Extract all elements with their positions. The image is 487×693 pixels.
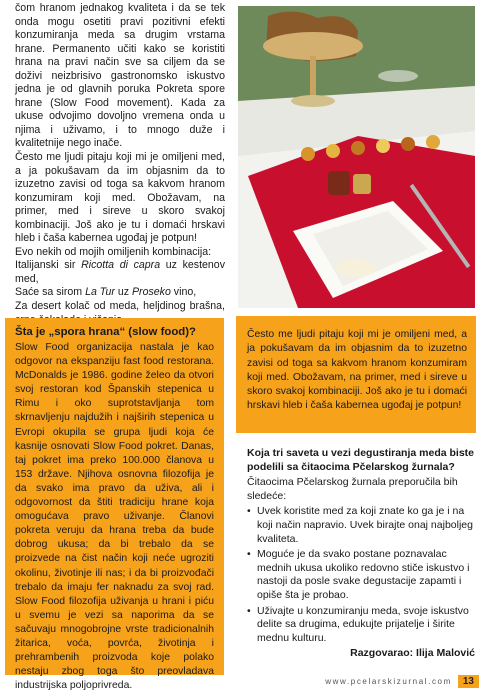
article-left-column: [15, 2, 225, 327]
page-footer: [325, 674, 479, 688]
page-number: 13: [458, 675, 479, 688]
honey-tasting-table-photo: [238, 6, 475, 308]
box-title: Šta je „spora hrana“ (slow food)?: [15, 326, 197, 338]
pull-quote-text: Često me ljudi pitaju koji mi je omiljeni med, a ja pokušavam da im objasnim da to izuzetno zavisi od toga sa kakvom hranom konzumiram koji med. Obožavam, na primer, med i sireve u skoro svakoj kombinaciji. Još ako je tu i domaći hrskavi hleb i čaša kabernea ugođaj je potpun!: [247, 329, 467, 412]
footer-url: www.pcelarskizurnal.com: [325, 676, 452, 686]
tips-list: [247, 505, 475, 645]
paragraph-intro: čom hranom jednakog kvaliteta i da se tek onda mogu osetiti pravi pozitivni efekti konzumiranja meda sa drugim vrstama hrane. Permanento učiti kako se koristiti hrana na pravi način sve sa ciljem da se doživi neizbrisivo gastronomsko iskustvo jedna je od glavnih poruka Pokreta spore hrane (Slow Food movement). Kada za ukuse odvojimo dovoljno vremena onda u njima i uživamo, i to mnogo duže i kvalitetnije nego inače.: [15, 2, 225, 150]
combination-2: Saće sa sirom La Tur uz Proseko vino,: [15, 286, 197, 299]
combination-3: Za desert kolač od meda, heljdinog brašna,: [15, 300, 225, 313]
interview-question: Koja tri saveta u vezi degustiranja meda biste podelili sa čitaocima Pčelarskog žurnala?: [247, 447, 474, 473]
tip-item: • Uvek koristite med za koji znate ko ga je i na koji način napravio. Uvek birajte onaj najbolјeg kvaliteta.: [247, 505, 475, 546]
paragraph-combinations-intro: Evo nekih od mojih omiljenih kombinacija:: [15, 245, 212, 258]
tip-item: • Moguće je da svako postane poznavalac mednih ukusa ukoliko redovno stiče iskustvo i nastoji da posle svake degustacije zapamti i opiše šta je probao.: [247, 548, 475, 602]
pull-quote-box: [236, 316, 476, 433]
interview-intro: Čitaocima Pčelarskog žurnala preporučila bih sledeće:: [247, 476, 458, 502]
box-body: Slow Food organizacija nastala je kao odgovor na ekspanziju fast food restorana. McDonalds je 1986. godine želeo da otvori svoj restoran kod Španskih stepenica u Rimu i oko suprotstavljanja tom skrnavljenju najdužih i najširih stepenica u Evropi okupila se grupa ljudi koja će kasnije osnovati Slow Food pokret. Danas, taj pokret ima preko 100.000 članova u 153 države. Njihova osnovna filozofija je da svako ima pravo da uživa, ali i odgovornost da štiti tradiciju hrane koja omogućava pravo uživanje. Članovi pokreta veruju da hrana treba da bude dobrog ukusa; da bi trebalo da se proizvede na čist način koji neće ugroziti okolinu, životinje ili nas; i da bi proizvođači trebalo da imaju fer naknadu za svoj rad. Slow Food filozofija uživanja u hrani i piću u svemu je vezi sa naporima da se sačuvaju mnogobrojne vrste tradicionalnih žitarica, voća, povrća, životinja i prehrambenih proizvoda koje polako nestaju zbog toga što preovladava industrijska poljoprivreda.: [15, 342, 214, 692]
slow-food-info-box: [5, 318, 224, 692]
author-signature: Razgovarao: Ilija Malović: [350, 647, 475, 660]
interview-section: [247, 447, 475, 661]
paragraph-favorite-honey: Često me ljudi pitaju koji mi je omiljeni med, a ja pokušavam da im objasnim da to izuzetno zavisi od toga sa kakvom hranom konzumiram koji med. Obožavam, na primer, med i sireve u skoro svakoj kombinaciji. Još ako je tu i domaći hrskavi hleb i čaša kabernea ugođaj je potpun!: [15, 151, 225, 245]
combination-1: Italijanski sir Ricotta di capra uz kestenov med,: [15, 259, 225, 285]
tip-item: • Uživajte u konzumiranju meda, svoje iskustvo delite sa drugima, edukujte prijatelje i širite mednu kulturu.: [247, 605, 475, 646]
